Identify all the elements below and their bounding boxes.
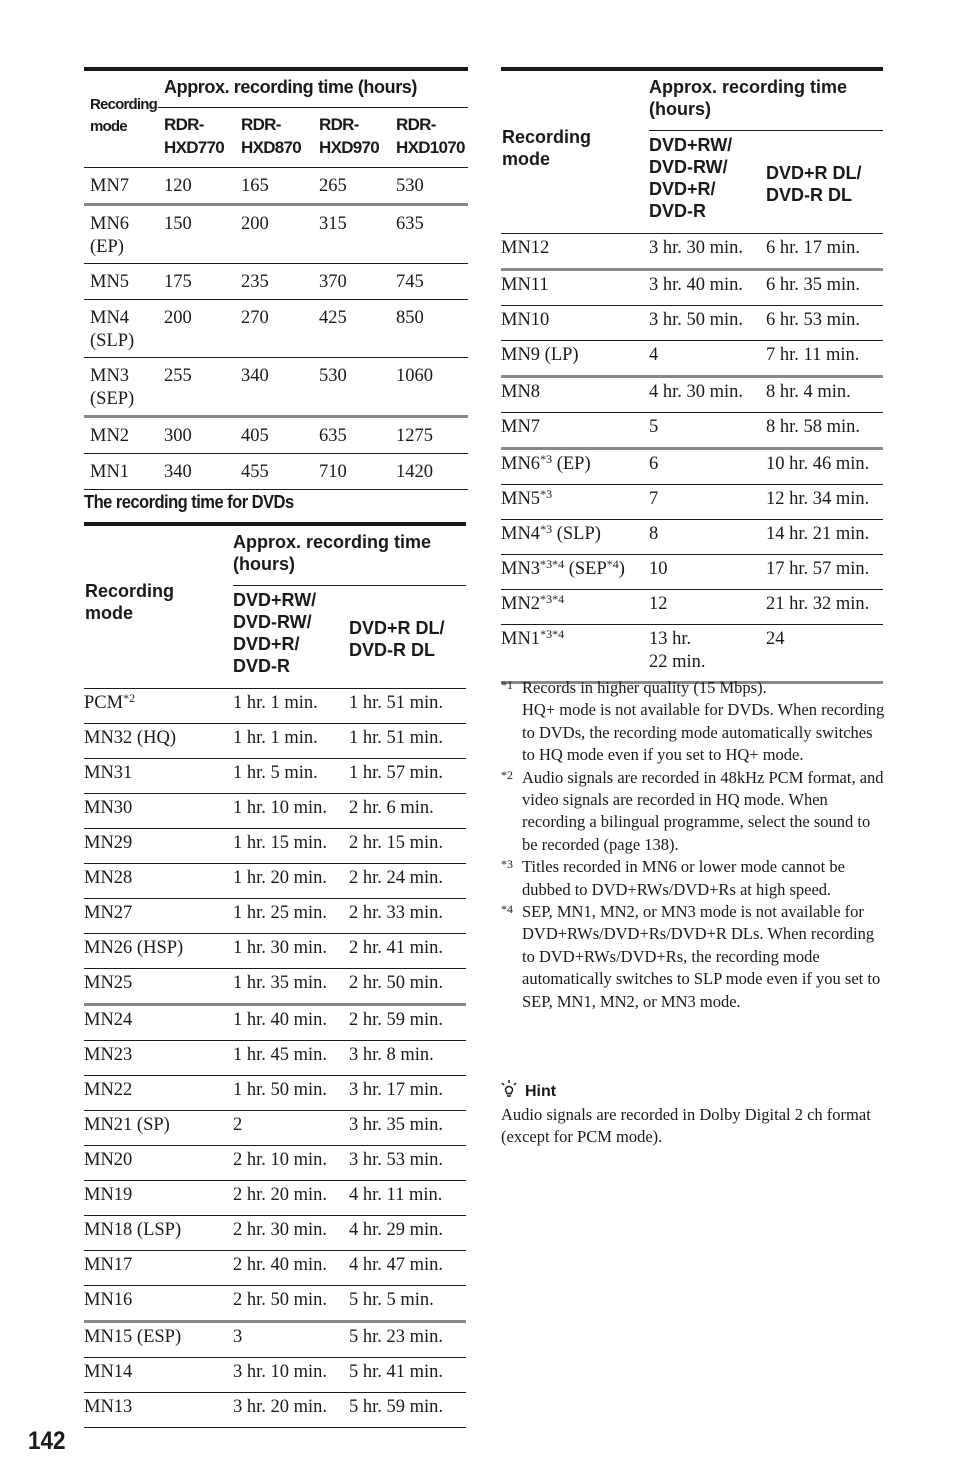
time-dual-layer-cell: 3 hr. 35 min. [349, 1111, 466, 1146]
footnote-text: SEP, MN1, MN2, or MN3 mode is not available for DVD+RWs/DVD+Rs/DVD+R DLs. When recording to DVD+RWs/DVD+Rs, the recording mode automatically switches to SLP mode even if you set to SEP, MN1, MN2, or MN3 mode. [522, 902, 881, 1011]
recording-mode-cell [84, 794, 233, 829]
time-dual-layer-cell: 12 hr. 34 min. [766, 485, 883, 520]
recording-mode-cell [501, 413, 649, 449]
footnote-ref: *2 [123, 691, 136, 705]
time-dual-layer-cell: 1 hr. 57 min. [349, 759, 466, 794]
mode-label: PCM [84, 693, 124, 713]
time-dual-layer-cell: 1 hr. 51 min. [349, 724, 466, 759]
hours-cell: 1060 [390, 358, 468, 417]
hours-cell: 455 [235, 454, 313, 490]
time-dual-layer-cell: 24 [766, 625, 883, 683]
time-dual-layer-cell: 6 hr. 17 min. [766, 234, 883, 270]
time-single-layer-cell: 1 hr. 1 min. [233, 689, 349, 724]
hours-cell: 530 [390, 168, 468, 205]
hours-cell: 635 [390, 205, 468, 264]
recording-mode-cell [501, 341, 649, 377]
time-single-layer-cell: 1 hr. 25 min. [233, 899, 349, 934]
recording-mode-cell [84, 969, 233, 1005]
time-dual-layer-cell: 8 hr. 58 min. [766, 413, 883, 449]
time-single-layer-cell: 2 hr. 30 min. [233, 1216, 349, 1251]
time-single-layer-cell: 4 [649, 341, 766, 377]
time-dual-layer-cell: 2 hr. 50 min. [349, 969, 466, 1005]
footnote [501, 677, 886, 767]
footnote-marker: *2 [501, 767, 513, 782]
table-row [84, 417, 468, 454]
mode-suffix: (SEP [564, 559, 607, 579]
mode-label: MN5 [501, 489, 541, 509]
table-row [501, 341, 883, 377]
recording-mode-cell [84, 1358, 233, 1393]
time-single-layer-cell: 4 hr. 30 min. [649, 377, 766, 413]
mode-label: MN12 [501, 238, 550, 258]
mode-label: MN31 [84, 763, 133, 783]
page-number: 142 [28, 1427, 66, 1455]
table-row [501, 590, 883, 625]
time-single-layer-cell: 1 hr. 35 min. [233, 969, 349, 1005]
mode-label: MN9 (LP) [501, 345, 579, 365]
time-single-layer-cell: 8 [649, 520, 766, 555]
table-row [501, 377, 883, 413]
table-row [501, 555, 883, 590]
hours-cell: 120 [158, 168, 235, 205]
time-single-layer-cell: 1 hr. 45 min. [233, 1041, 349, 1076]
time-dual-layer-cell: 2 hr. 6 min. [349, 794, 466, 829]
lightbulb-icon [501, 1080, 517, 1103]
time-single-layer-cell: 5 [649, 413, 766, 449]
footnote-text: Titles recorded in MN6 or lower mode cannot be dubbed to DVD+RWs/DVD+Rs at high speed. [522, 857, 845, 899]
time-single-layer-cell: 2 hr. 50 min. [233, 1286, 349, 1322]
table-row [84, 205, 468, 264]
table-row [84, 829, 466, 864]
header-dvd-single-layer: DVD+RW/ DVD-RW/ DVD+R/ DVD-R [649, 131, 766, 234]
table-row [84, 1111, 466, 1146]
table-row [84, 300, 468, 358]
header-recording-mode: Recording mode [501, 69, 649, 234]
time-single-layer-cell: 2 hr. 20 min. [233, 1181, 349, 1216]
time-single-layer-cell: 1 hr. 20 min. [233, 864, 349, 899]
footnote-marker: *4 [501, 902, 513, 917]
time-single-layer-cell: 1 hr. 15 min. [233, 829, 349, 864]
dvd-section-title: The recording time for DVDs [84, 492, 294, 512]
recording-mode-cell [84, 1076, 233, 1111]
header-dvd-single-layer: DVD+RW/ DVD-RW/ DVD+R/ DVD-R [233, 586, 349, 689]
time-dual-layer-cell: 2 hr. 41 min. [349, 934, 466, 969]
time-dual-layer-cell: 6 hr. 35 min. [766, 270, 883, 306]
mode-label: MN19 [84, 1185, 133, 1205]
header-approx-time: Approx. recording time (hours) [233, 524, 466, 586]
table-row [84, 1076, 466, 1111]
time-single-layer-cell: 2 hr. 40 min. [233, 1251, 349, 1286]
mode-label: MN23 [84, 1045, 133, 1065]
table-row [501, 485, 883, 520]
dvd-recording-time-table-continued [501, 67, 883, 684]
model-header: RDR- HXD770 [158, 108, 235, 168]
time-single-layer-cell: 3 hr. 40 min. [649, 270, 766, 306]
model-header: RDR- HXD870 [235, 108, 313, 168]
footnote-ref: *3 [540, 487, 553, 501]
time-dual-layer-cell: 5 hr. 41 min. [349, 1358, 466, 1393]
hint-label: Hint [525, 1082, 557, 1100]
mode-label: MN6 [501, 454, 541, 474]
time-dual-layer-cell: 17 hr. 57 min. [766, 555, 883, 590]
time-dual-layer-cell: 5 hr. 23 min. [349, 1322, 466, 1358]
recording-mode-cell: MN6 (EP) [84, 205, 158, 264]
time-dual-layer-cell: 4 hr. 29 min. [349, 1216, 466, 1251]
time-dual-layer-cell: 2 hr. 15 min. [349, 829, 466, 864]
hours-cell: 300 [158, 417, 235, 454]
mode-label: MN27 [84, 903, 133, 923]
table-row [84, 1322, 466, 1358]
mode-label: MN29 [84, 833, 133, 853]
time-dual-layer-cell: 7 hr. 11 min. [766, 341, 883, 377]
time-single-layer-cell: 6 [649, 449, 766, 485]
table-row [84, 358, 468, 417]
mode-label: MN8 [501, 382, 541, 402]
mode-label: MN7 [501, 417, 541, 437]
table-row [84, 759, 466, 794]
hours-cell: 425 [313, 300, 390, 358]
recording-mode-cell [501, 234, 649, 270]
recording-mode-cell [501, 520, 649, 555]
hours-cell: 405 [235, 417, 313, 454]
footnote-text: Audio signals are recorded in 48kHz PCM format, and video signals are recorded in HQ mode. When recording a bilingual programme, select the sound to be recorded (page 138). [522, 767, 884, 854]
recording-mode-cell: MN4 (SLP) [84, 300, 158, 358]
hdd-recording-time-table [84, 67, 468, 490]
mode-label: MN14 [84, 1362, 133, 1382]
table-row [501, 306, 883, 341]
recording-mode-cell [84, 689, 233, 724]
recording-mode-cell [84, 864, 233, 899]
recording-mode-cell [84, 829, 233, 864]
hours-cell: 1420 [390, 454, 468, 490]
table-row [84, 1146, 466, 1181]
mode-label: MN1 [501, 629, 541, 649]
header-dvd-dual-layer: DVD+R DL/ DVD-R DL [349, 586, 466, 689]
table-row [84, 969, 466, 1005]
time-dual-layer-cell: 8 hr. 4 min. [766, 377, 883, 413]
recording-mode-cell [501, 555, 649, 590]
footnote [501, 767, 886, 857]
table-row [84, 1216, 466, 1251]
table-row [84, 689, 466, 724]
recording-mode-cell: MN5 [84, 264, 158, 300]
table-row [84, 1358, 466, 1393]
recording-mode-cell [501, 590, 649, 625]
time-single-layer-cell: 1 hr. 30 min. [233, 934, 349, 969]
time-dual-layer-cell: 14 hr. 21 min. [766, 520, 883, 555]
hours-cell: 270 [235, 300, 313, 358]
table-row [501, 449, 883, 485]
time-single-layer-cell: 3 hr. 30 min. [649, 234, 766, 270]
recording-mode-cell [501, 449, 649, 485]
time-single-layer-cell: 1 hr. 40 min. [233, 1005, 349, 1041]
hint-text: Audio signals are recorded in Dolby Digital 2 ch format (except for PCM mode). [501, 1105, 871, 1147]
mode-label: MN15 (ESP) [84, 1327, 182, 1347]
table-row [501, 520, 883, 555]
footnote-ref: *4 [606, 557, 619, 571]
hours-cell: 255 [158, 358, 235, 417]
mode-label: MN13 [84, 1397, 133, 1417]
time-dual-layer-cell: 2 hr. 24 min. [349, 864, 466, 899]
hours-cell: 150 [158, 205, 235, 264]
footnote [501, 901, 886, 1013]
mode-label: MN11 [501, 275, 549, 295]
hours-cell: 850 [390, 300, 468, 358]
hours-cell: 235 [235, 264, 313, 300]
header-recording-mode: Recording mode [84, 524, 233, 689]
recording-mode-cell [84, 1251, 233, 1286]
time-dual-layer-cell: 1 hr. 51 min. [349, 689, 466, 724]
footnote-ref: *3 [540, 522, 553, 536]
recording-mode-cell [501, 485, 649, 520]
hours-cell: 265 [313, 168, 390, 205]
recording-mode-cell [84, 1322, 233, 1358]
recording-mode-cell [84, 899, 233, 934]
mode-label: MN20 [84, 1150, 133, 1170]
recording-mode-cell [84, 1181, 233, 1216]
table-row [84, 1181, 466, 1216]
mode-suffix: ) [618, 559, 625, 579]
hours-cell: 530 [313, 358, 390, 417]
recording-mode-cell [84, 1393, 233, 1428]
hours-cell: 165 [235, 168, 313, 205]
mode-label: MN25 [84, 973, 133, 993]
table-row [501, 270, 883, 306]
time-dual-layer-cell: 5 hr. 5 min. [349, 1286, 466, 1322]
footnote-text: Records in higher quality (15 Mbps). HQ+ mode is not available for DVDs. When recording to DVDs, the recording mode automatically switches to HQ mode even if you set to HQ+ mode. [522, 678, 885, 765]
time-single-layer-cell: 10 [649, 555, 766, 590]
hours-cell: 370 [313, 264, 390, 300]
time-single-layer-cell: 3 hr. 20 min. [233, 1393, 349, 1428]
hours-cell: 200 [158, 300, 235, 358]
recording-mode-cell [84, 1111, 233, 1146]
table-row [84, 1005, 466, 1041]
hours-cell: 745 [390, 264, 468, 300]
time-single-layer-cell: 3 hr. 10 min. [233, 1358, 349, 1393]
recording-mode-cell [84, 1005, 233, 1041]
recording-mode-cell: MN1 [84, 454, 158, 490]
recording-mode-cell [501, 306, 649, 341]
time-single-layer-cell: 13 hr. 22 min. [649, 625, 766, 683]
hint-heading [501, 1080, 556, 1103]
time-dual-layer-cell: 3 hr. 8 min. [349, 1041, 466, 1076]
time-dual-layer-cell: 3 hr. 17 min. [349, 1076, 466, 1111]
footnote [501, 856, 886, 901]
table-row [501, 413, 883, 449]
time-single-layer-cell: 1 hr. 1 min. [233, 724, 349, 759]
time-single-layer-cell: 1 hr. 5 min. [233, 759, 349, 794]
recording-mode-cell: MN7 [84, 168, 158, 205]
footnote-ref: *3*4 [540, 592, 565, 606]
time-single-layer-cell: 1 hr. 10 min. [233, 794, 349, 829]
header-approx-time: Approx. recording time (hours) [649, 69, 883, 131]
hours-cell: 175 [158, 264, 235, 300]
hours-cell: 315 [313, 205, 390, 264]
table-row [84, 794, 466, 829]
dvd-recording-time-table [84, 522, 466, 1428]
footnote-marker: *1 [501, 678, 513, 692]
recording-mode-cell [501, 270, 649, 306]
mode-label: MN18 (LSP) [84, 1220, 182, 1240]
recording-mode-cell [84, 1146, 233, 1181]
hours-cell: 710 [313, 454, 390, 490]
mode-label: MN24 [84, 1010, 133, 1030]
table-row [84, 864, 466, 899]
footnote-ref: *3*4 [540, 627, 565, 641]
mode-label: MN17 [84, 1255, 133, 1275]
table-row [84, 168, 468, 205]
recording-mode-cell [84, 1041, 233, 1076]
mode-label: MN30 [84, 798, 133, 818]
time-single-layer-cell: 2 hr. 10 min. [233, 1146, 349, 1181]
time-dual-layer-cell: 21 hr. 32 min. [766, 590, 883, 625]
footnote-ref: *3*4 [540, 557, 565, 571]
hours-cell: 1275 [390, 417, 468, 454]
recording-mode-cell [84, 934, 233, 969]
time-single-layer-cell: 3 hr. 50 min. [649, 306, 766, 341]
time-dual-layer-cell: 4 hr. 11 min. [349, 1181, 466, 1216]
table-row [84, 1286, 466, 1322]
table-row [84, 1393, 466, 1428]
recording-mode-cell: MN2 [84, 417, 158, 454]
mode-suffix: (SLP) [552, 524, 601, 544]
header-approx-time: Approx. recording time (hours) [158, 69, 468, 108]
mode-label: MN26 (HSP) [84, 938, 184, 958]
time-single-layer-cell: 3 [233, 1322, 349, 1358]
recording-mode-cell [84, 1286, 233, 1322]
recording-mode-cell [84, 724, 233, 759]
recording-mode-cell: MN3 (SEP) [84, 358, 158, 417]
time-dual-layer-cell: 10 hr. 46 min. [766, 449, 883, 485]
time-single-layer-cell: 7 [649, 485, 766, 520]
time-dual-layer-cell: 3 hr. 53 min. [349, 1146, 466, 1181]
table-row [501, 234, 883, 270]
hours-cell: 635 [313, 417, 390, 454]
time-dual-layer-cell: 2 hr. 33 min. [349, 899, 466, 934]
table-row [84, 264, 468, 300]
mode-label: MN4 [501, 524, 541, 544]
table-row [84, 454, 468, 490]
header-dvd-dual-layer: DVD+R DL/ DVD-R DL [766, 131, 883, 234]
recording-mode-cell [84, 759, 233, 794]
time-dual-layer-cell: 2 hr. 59 min. [349, 1005, 466, 1041]
recording-mode-cell [501, 625, 649, 683]
mode-label: MN32 (HQ) [84, 728, 176, 748]
header-recording-mode: Recording mode [84, 69, 158, 168]
mode-label: MN10 [501, 310, 550, 330]
table-row [84, 1251, 466, 1286]
hours-cell: 340 [235, 358, 313, 417]
table-row [84, 899, 466, 934]
footnote-marker: *3 [501, 857, 513, 872]
table-row [501, 625, 883, 683]
mode-label: MN2 [501, 594, 541, 614]
hours-cell: 340 [158, 454, 235, 490]
time-dual-layer-cell: 5 hr. 59 min. [349, 1393, 466, 1428]
mode-label: MN22 [84, 1080, 133, 1100]
time-single-layer-cell: 2 [233, 1111, 349, 1146]
mode-label: MN3 [501, 559, 541, 579]
recording-mode-cell [501, 377, 649, 413]
table-row [84, 934, 466, 969]
table-row [84, 724, 466, 759]
hours-cell: 200 [235, 205, 313, 264]
model-header: RDR- HXD1070 [390, 108, 468, 168]
mode-label: MN28 [84, 868, 133, 888]
footnote-ref: *3 [540, 452, 553, 466]
recording-mode-cell [84, 1216, 233, 1251]
mode-suffix: (EP) [552, 454, 591, 474]
table-row [84, 1041, 466, 1076]
mode-label: MN21 (SP) [84, 1115, 170, 1135]
mode-label: MN16 [84, 1290, 133, 1310]
time-single-layer-cell: 1 hr. 50 min. [233, 1076, 349, 1111]
time-dual-layer-cell: 4 hr. 47 min. [349, 1251, 466, 1286]
time-single-layer-cell: 12 [649, 590, 766, 625]
model-header: RDR- HXD970 [313, 108, 390, 168]
time-dual-layer-cell: 6 hr. 53 min. [766, 306, 883, 341]
footnotes [501, 677, 886, 1013]
